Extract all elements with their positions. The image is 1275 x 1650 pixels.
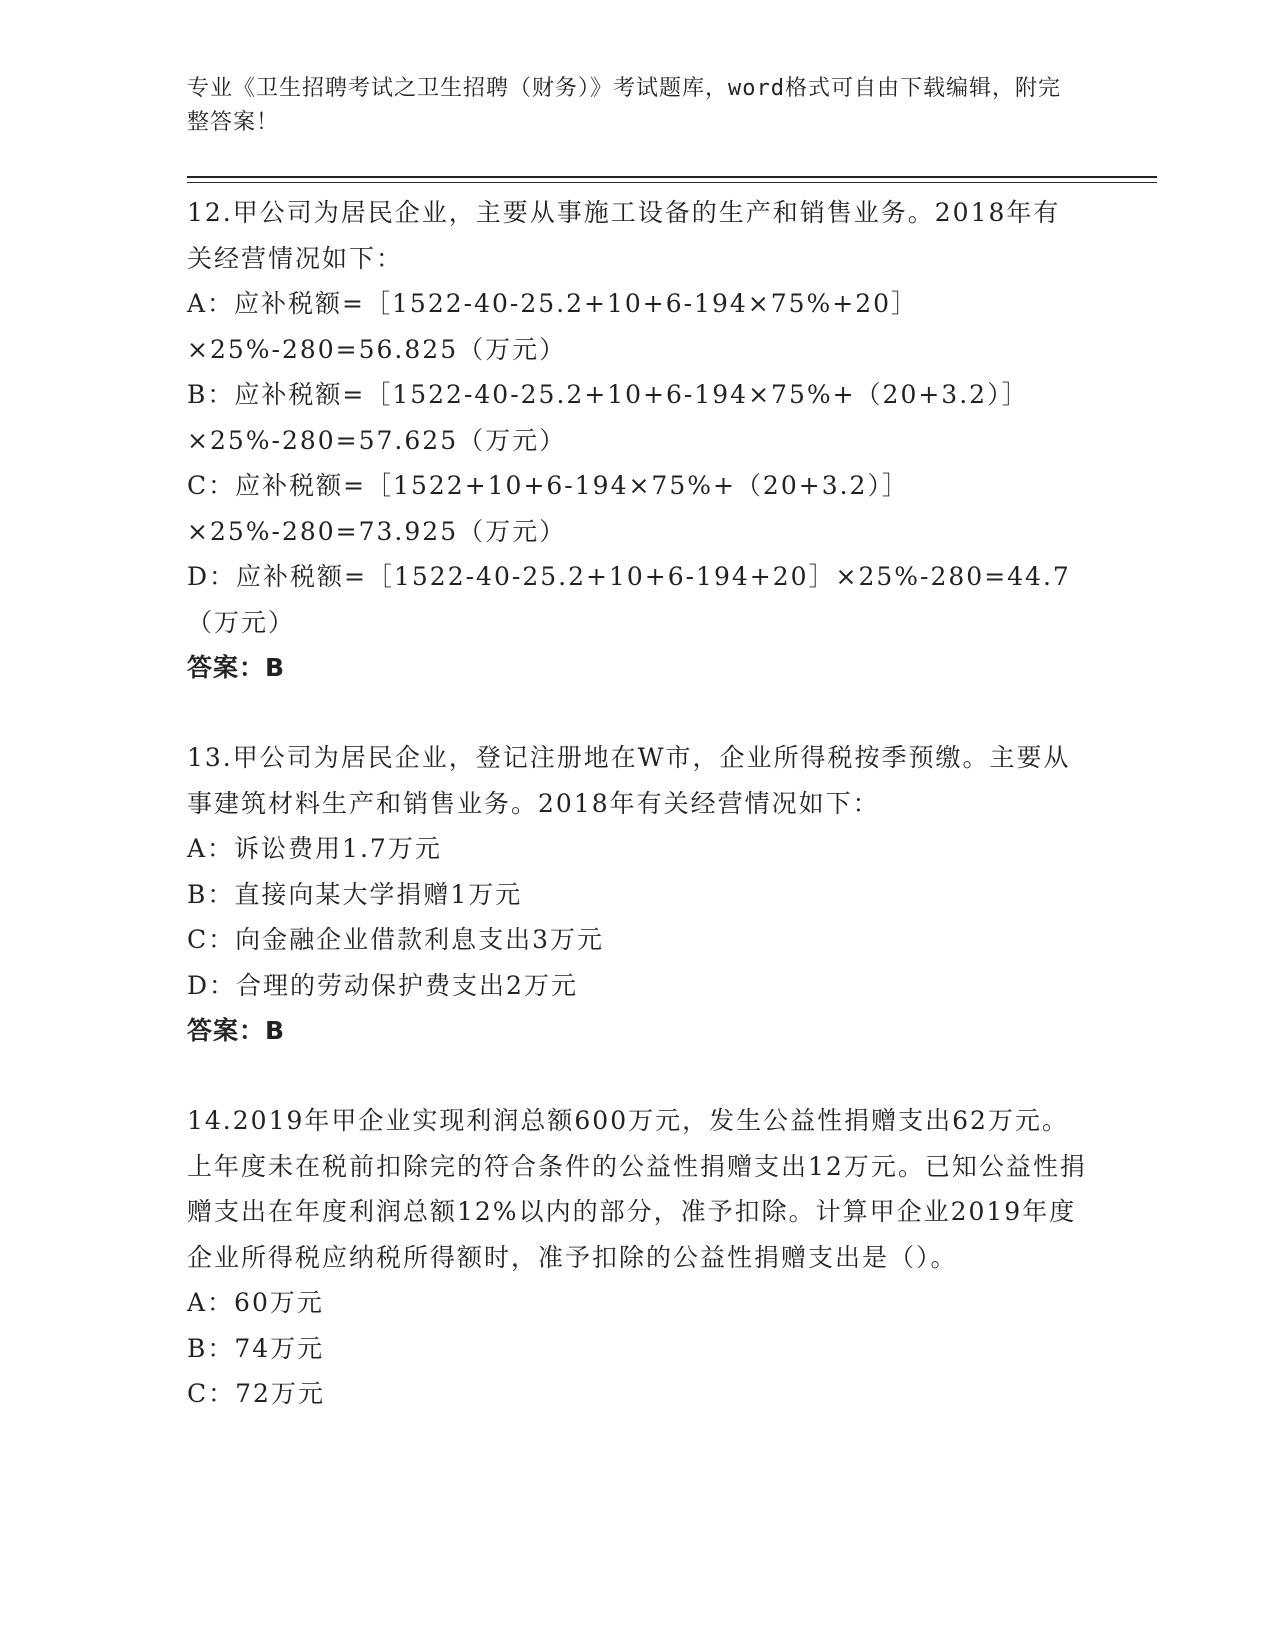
question-13 xyxy=(187,735,1087,1053)
question-stem: 12.甲公司为居民企业，主要从事施工设备的生产和销售业务。2018年有关经营情况如下： xyxy=(187,198,1061,273)
question-spacer xyxy=(187,1053,1087,1098)
option-a: A：应补税额=［1522-40-25.2+10+6-194×75%+20］×25%-280=56.825（万元） xyxy=(187,289,919,364)
option-c: C：应补税额=［1522+10+6-194×75%+（20+3.2）］×25%-280=73.925（万元） xyxy=(187,471,909,546)
answer-line: 答案：B xyxy=(187,653,286,682)
option-a: A：60万元 xyxy=(187,1288,324,1317)
option-d: D：应补税额=［1522-40-25.2+10+6-194+20］×25%-280=44.7（万元） xyxy=(187,562,1071,637)
answer-line: 答案：B xyxy=(187,1016,286,1045)
option-c: C：向金融企业借款利息支出3万元 xyxy=(187,925,605,954)
option-c: C：72万元 xyxy=(187,1379,325,1408)
question-stem: 14.2019年甲企业实现利润总额600万元，发生公益性捐赠支出62万元。上年度未在税前扣除完的符合条件的公益性捐赠支出12万元。已知公益性捐赠支出在年度利润总额12%以内的部分，准予扣除。计算甲企业2019年度企业所得税应纳税所得额时，准予扣除的公益性捐赠支出是（）。 xyxy=(187,1106,1087,1272)
option-a: A：诉讼费用1.7万元 xyxy=(187,834,442,863)
option-b: B：直接向某大学捐赠1万元 xyxy=(187,879,523,909)
question-spacer xyxy=(187,690,1087,735)
question-12 xyxy=(187,190,1087,690)
question-stem: 13.甲公司为居民企业，登记注册地在W市，企业所得税按季预缴。主要从事建筑材料生产和销售业务。2018年有关经营情况如下： xyxy=(187,743,1071,818)
option-b: B：应补税额=［1522-40-25.2+10+6-194×75%+（20+3.2）］×25%-280=57.625（万元） xyxy=(187,380,1029,455)
document-header: 专业《卫生招聘考试之卫生招聘（财务）》考试题库，word格式可自由下载编辑，附完整答案！ xyxy=(187,76,1061,135)
question-14 xyxy=(187,1098,1087,1417)
question-list xyxy=(187,190,1087,1417)
option-b: B：74万元 xyxy=(187,1333,325,1363)
header-divider-thin xyxy=(187,182,1157,183)
option-d: D：合理的劳动保护费支出2万元 xyxy=(187,970,578,1000)
header-divider-thick xyxy=(187,176,1157,178)
